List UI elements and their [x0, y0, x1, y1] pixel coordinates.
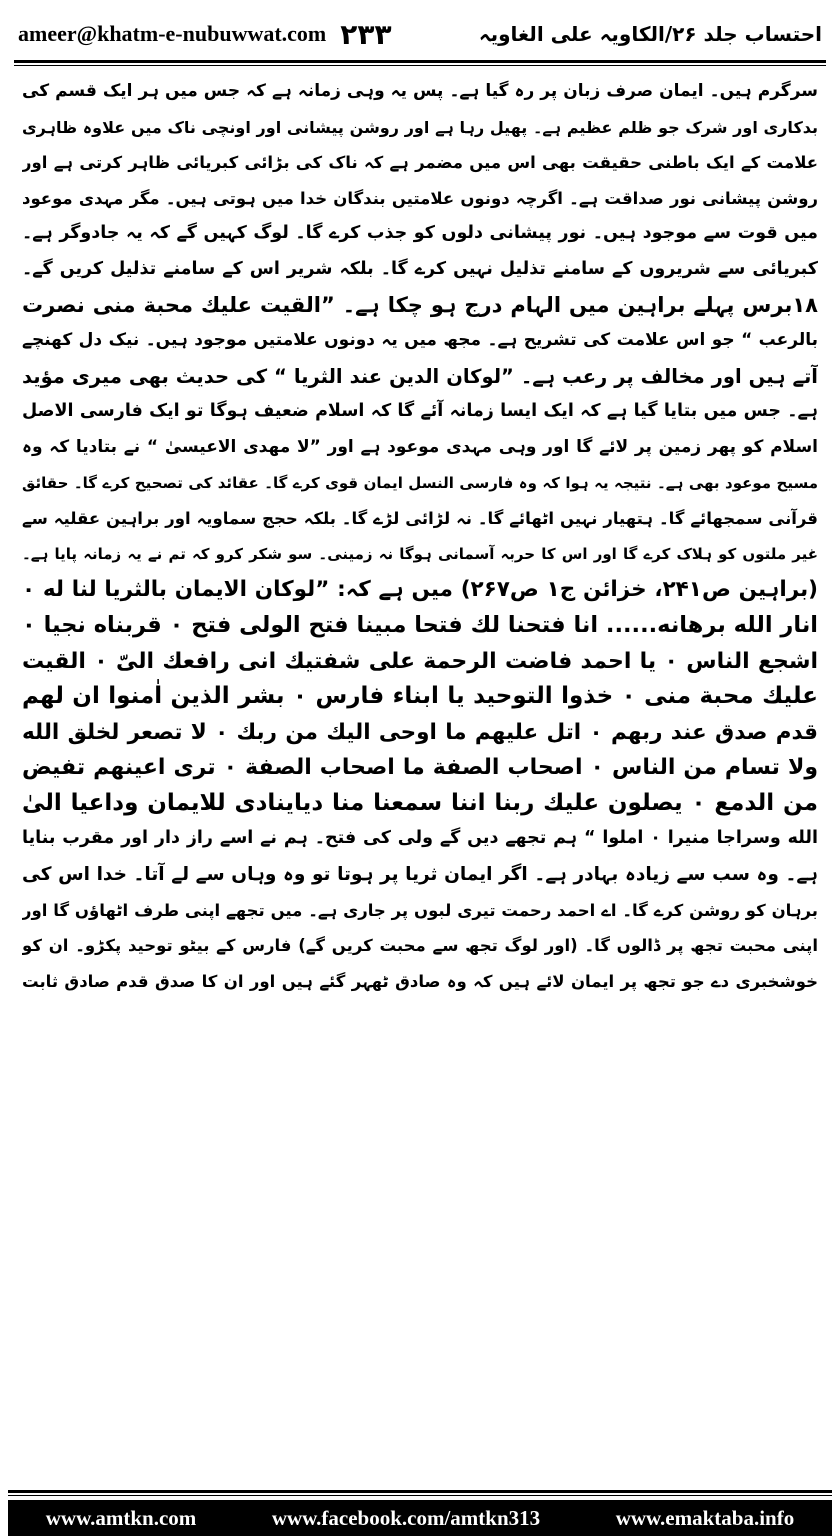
- text-line: ہے۔ جس میں بتایا گیا ہے کہ ایک ایسا زمانہ آئے گا کہ اسلام ضعیف ہوگا تو ایک فارسی الاصل: [22, 401, 818, 422]
- text-line: اسلام کو پھر زمین پر لائے گا اور وہی مہدی موعود ہے اور ”لا مهدی الاعیسیٰ “ نے بتادیا کہ وہ: [22, 436, 818, 457]
- text-line: خوشخبری دے جو تجھ پر ایمان لائے ہیں کہ وہ صادق ٹھہر گئے ہیں اور ان کا صدق قدم صادق ثابت: [22, 971, 818, 991]
- footer-link-amtkn[interactable]: www.amtkn.com: [45, 1505, 197, 1530]
- text-line: ۱۸برس پہلے براہین میں الہام درج ہو چکا ہے۔ ”القیت علیك محبة منی نصرت: [22, 292, 818, 317]
- text-line: (براہین ص۲۴۱، خزائن ج۱ ص۲۶۷) میں ہے کہ: ”لوکان الایمان بالثریا لنا له ۰: [22, 577, 818, 603]
- footer-rule: [8, 1490, 832, 1493]
- text-line: اپنی محبت تجھ پر ڈالوں گا۔ (اور لوگ تجھ سے محبت کریں گے) فارس کے بیٹو توحید پکڑو۔ ان کو: [22, 936, 818, 956]
- text-line: سرگرم ہیں۔ ایمان صرف زبان پر رہ گیا ہے۔ پس یہ وہی زمانہ ہے کہ جس میں ہر ایک قسم کی: [22, 81, 818, 101]
- footer-rule-thin: [8, 1495, 832, 1496]
- footer-link-facebook[interactable]: www.facebook.com/amtkn313: [271, 1505, 541, 1530]
- header-email: ameer@khatm-e-nubuwwat.com: [18, 21, 327, 46]
- text-line: بالرعب “ جو اس علامت کی تشریح ہے۔ مجھ میں یہ دونوں علامتیں موجود ہیں۔ نیک دل کھنچے: [22, 330, 818, 351]
- running-title: احتساب جلد ۲۶/الکاویہ علی الغاویہ: [478, 22, 822, 46]
- body-text: [22, 74, 818, 1474]
- text-line: برہان کو روشن کرے گا۔ اے احمد رحمت تیری لبوں پر جاری ہے۔ میں تجھے اپنی طرف اٹھاؤں گا اور: [22, 900, 818, 920]
- text-line: ہے۔ وہ سب سے زیادہ بہادر ہے۔ اگر ایمان ثریا پر ہوتا تو وہ وہاں سے لے آتا۔ خدا اس کی: [22, 864, 818, 886]
- text-line: من الدمع ۰ یصلون علیك ربنا اننا سمعنا منا دیاینادی للایمان وداعیا الیٰ: [22, 789, 818, 816]
- text-line: بدکاری اور شرک جو ظلم عظیم ہے۔ پھیل رہا ہے اور روشن پیشانی اور اونچی ناک میں علاوہ ظاہری: [22, 117, 818, 137]
- text-line: علیك محبة منی ۰ خذوا التوحید یا ابناء فارس ۰ بشر الذین اٰمنوا ان لهم: [22, 683, 818, 710]
- header-left: [18, 18, 392, 51]
- text-line: انار الله برهانه...... انا فتحنا لك فتحا مبینا فتح الولی فتح ۰ قربناه نجیا ۰: [22, 611, 818, 638]
- page-number: ۲۳۳: [340, 17, 392, 51]
- text-line: الله وسراجا منیرا ۰ املوا “ ہم تجھے دیں گے ولی کی فتح۔ ہم نے اسے راز دار اور مقرب بنایا: [22, 828, 818, 849]
- text-line: کبریائی سے شریروں کے سامنے تذلیل نہیں کرے گا۔ بلکہ شریر اس کے سامنے تذلیل کریں گے۔: [22, 258, 818, 279]
- page-footer: [8, 1500, 832, 1536]
- page-header: [18, 14, 822, 54]
- text-line: غیر ملتوں کو ہلاک کرے گا اور اس کا حربہ آسمانی ہوگا نہ زمینی۔ سو شکر کرو کہ تم نے یہ زمانہ پایا ہے۔: [22, 544, 818, 563]
- text-line: مسیح موعود بھی ہے۔ نتیجہ یہ ہوا کہ وہ فارسی النسل ایمان قوی کرے گا۔ عقائد کی تصحیح کرے گا۔ حقائق: [22, 473, 818, 492]
- text-line: روشن پیشانی نور صداقت ہے۔ اگرچہ دونوں علامتیں بندگان خدا میں ہوتی ہیں۔ مگر مہدی موعود: [22, 188, 818, 208]
- text-line: میں قوت سے موجود ہیں۔ نور پیشانی دلوں کو جذب کرے گا۔ لوگ کہیں گے کہ یہ جادوگر ہے۔: [22, 223, 818, 244]
- footer-link-emaktaba[interactable]: www.emaktaba.info: [615, 1505, 795, 1530]
- text-line: اشجع الناس ۰ یا احمد فاضت الرحمة علی شفتیك انی رافعك الیّ ۰ القیت: [22, 648, 818, 674]
- text-line: ولا تسام من الناس ۰ اصحاب الصفة ما اصحاب الصفة ۰ تری اعینهم تفیض: [22, 755, 818, 781]
- text-line: قدم صدق عند ربهم ۰ اتل علیهم ما اوحی الیك من ربك ۰ لا تصعر لخلق الله: [22, 719, 818, 745]
- header-rule: [14, 60, 826, 63]
- header-rule-thin: [14, 65, 826, 66]
- text-line: قرآنی سمجھائے گا۔ ہتھیار نہیں اٹھائے گا۔ نہ لڑائی لڑے گا۔ بلکہ حجج سماویہ اور براہین عقلیہ سے: [22, 509, 818, 529]
- text-line: علامت کے ایک باطنی حقیقت بھی اس میں مضمر ہے کہ ناک کی بڑائی کبریائی ظاہر کرتی ہے اور: [22, 153, 818, 173]
- text-line: آتے ہیں اور مخالف پر رعب ہے۔ ”لوکان الدین عند الثریا “ کی حدیث بھی میری مؤید: [22, 364, 818, 388]
